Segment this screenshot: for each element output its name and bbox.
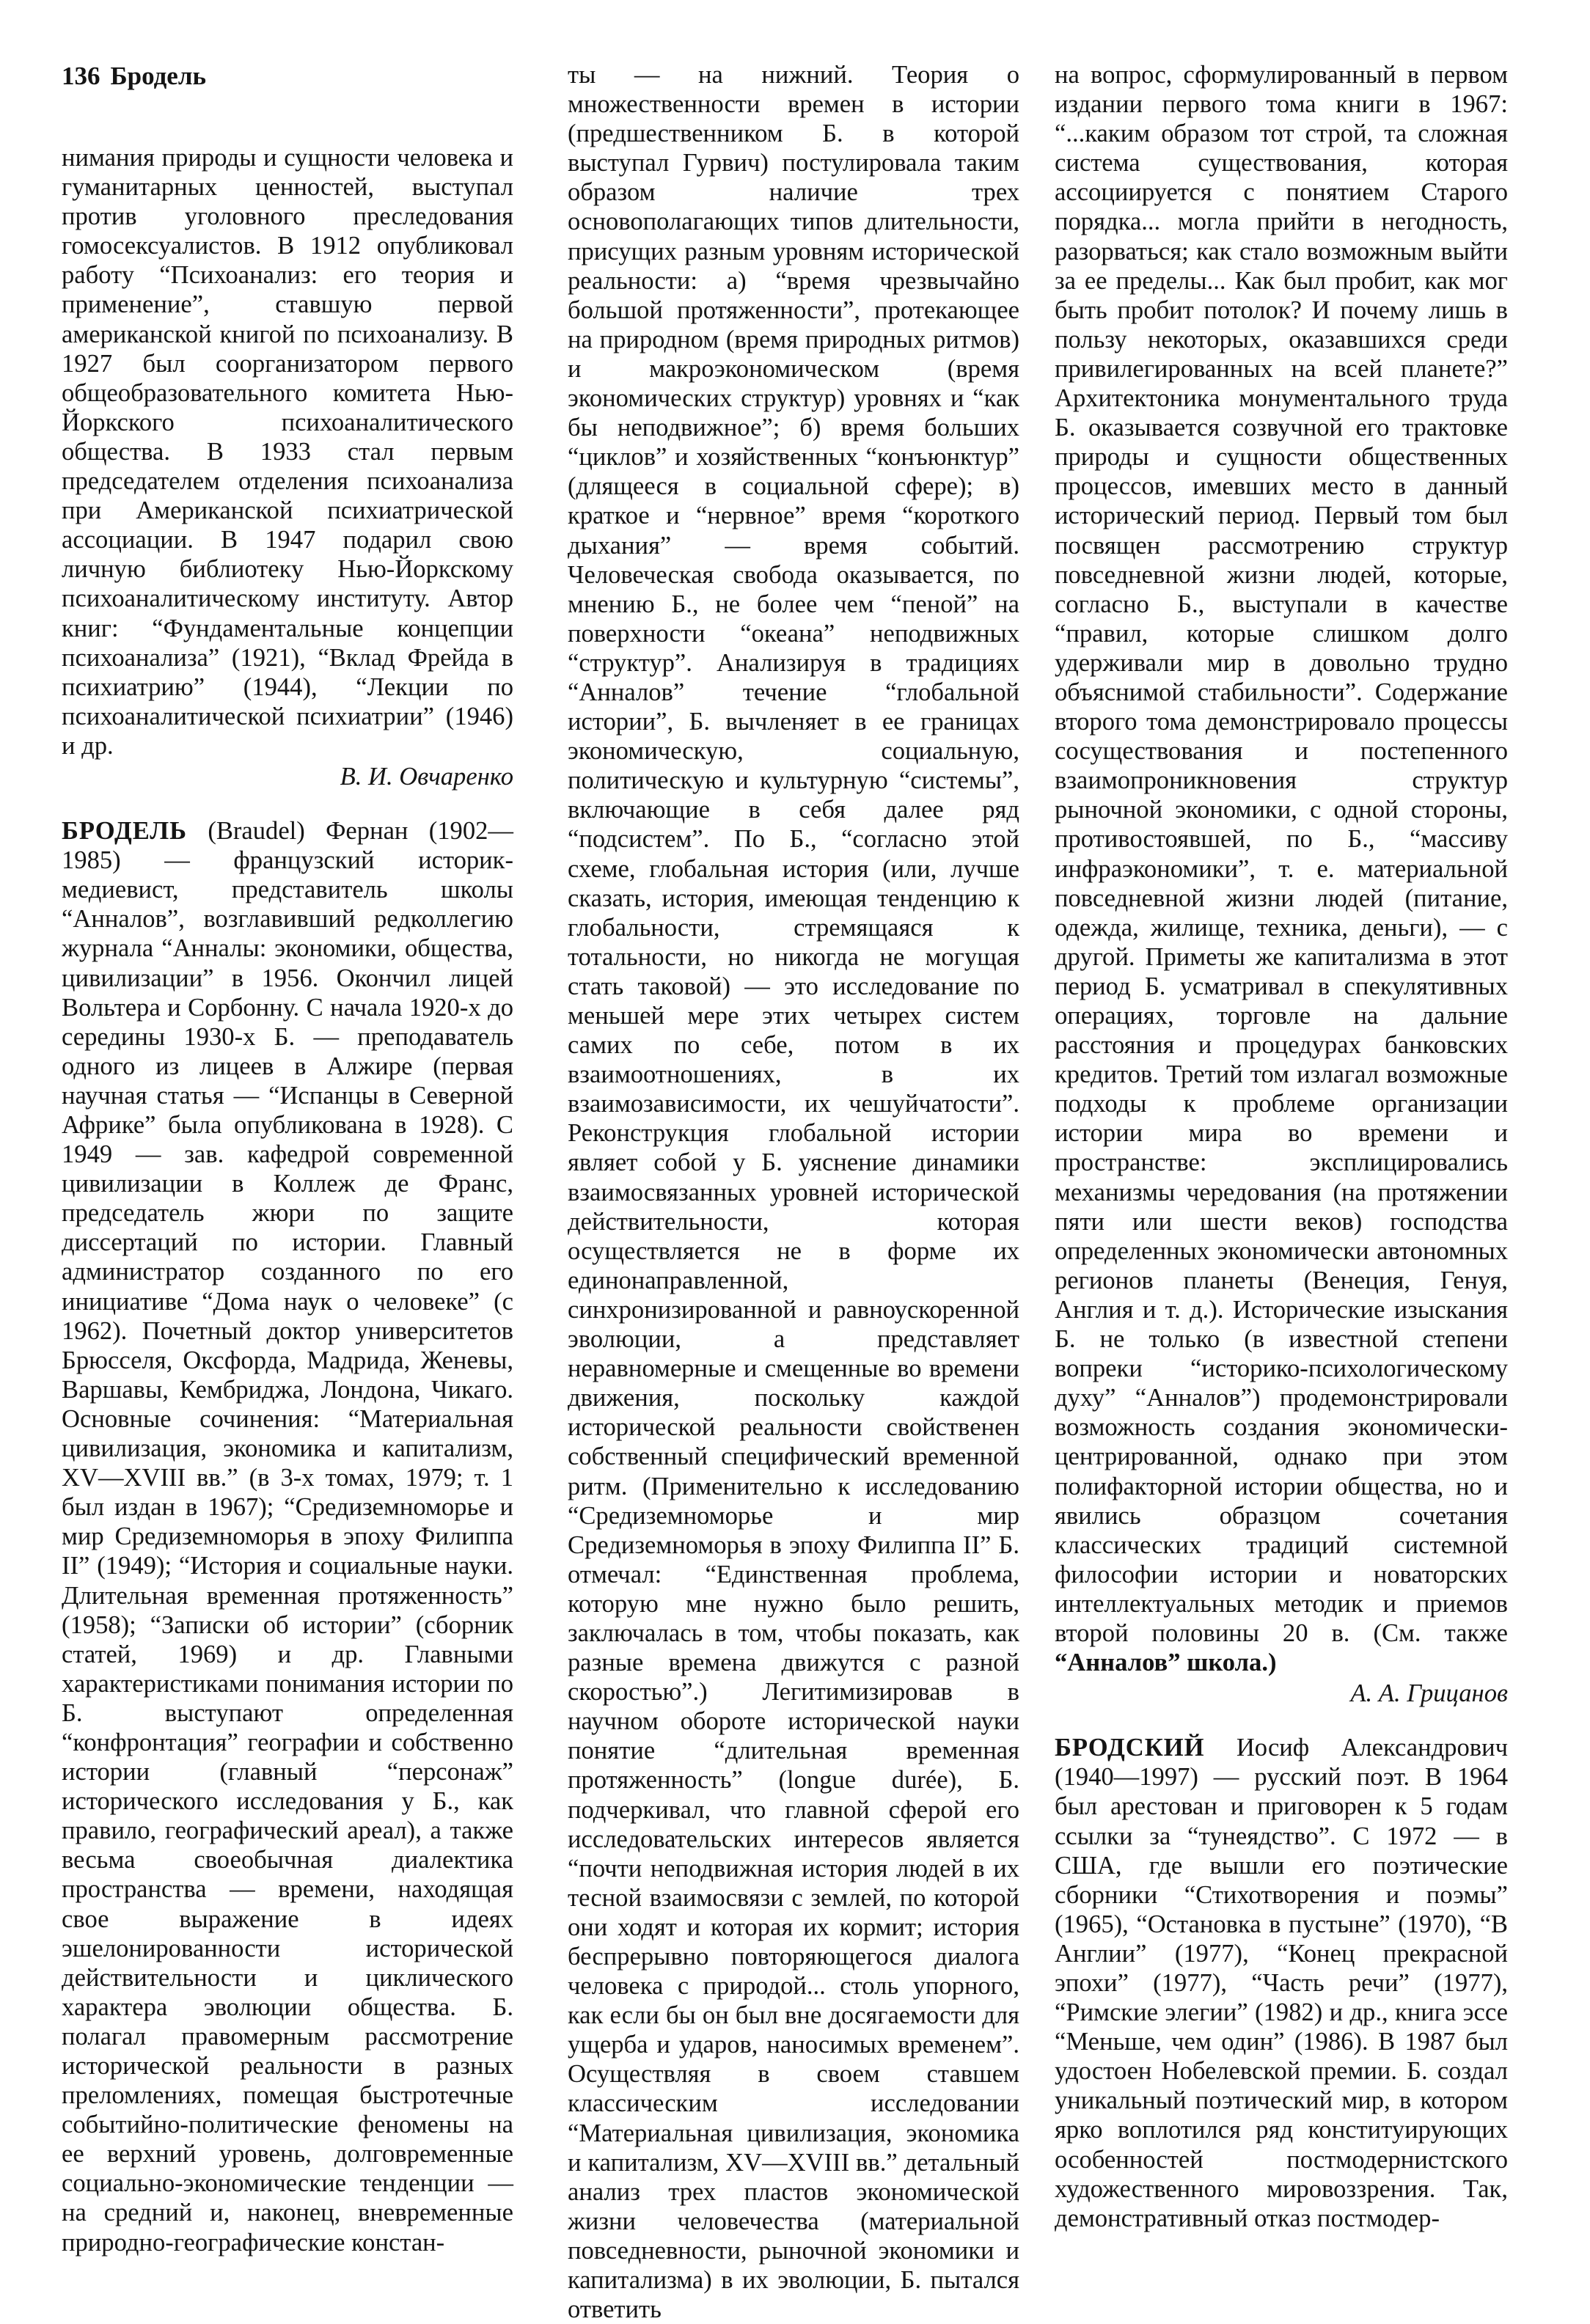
running-head	[62, 62, 206, 91]
entry-braudel	[62, 816, 513, 2257]
column-3	[1055, 60, 1508, 2233]
paragraph: нимания природы и сущности человека и гуманитарных ценностей, выступал против уголовного преследования гомосексуалистов. В 1912 опубликовал работу “Психоанализ: его теория и применение”, ставшую первой американской книгой по психоанализу. В 1927 был соорганизатором первого общеобразовательного комитета Нью-Йоркского психоаналитического общества. В 1933 стал первым председателем отделения психоанализа при Американской психиатрической ассоциации. В 1947 подарил свою личную библиотеку Нью-Йоркскому психоаналитическому институту. Автор книг: “Фундаментальные концепции психоанализа” (1921), “Вклад Фрейда в психиатрию” (1944), “Лекции по психоаналитической психиатрии” (1946) и др.	[62, 144, 513, 760]
column-1	[62, 143, 513, 2257]
paragraph: ты — на нижний. Теория о множественности времен в истории (предшественником Б. в которой выступал Гурвич) постулировала таким образом наличие трех основополагающих типов длительности, присущих разным уровням исторической реальности: а) “время чрезвычайно большой протяженности”, протекающее на природном (время природных ритмов) и макроэкономическом (время экономических структур) уровнях и “как бы неподвижное”; б) время больших “циклов” и хозяйственных “конъюнктур” (длящееся в социальной сфере); в) краткое и “нервное” время “короткого дыхания” — время событий. Человеческая свобода оказывается, по мнению Б., не более чем “пеной” на поверхности “океана” неподвижных “структур”. Анализируя в традициях “Анналов” течение “глобальной истории”, Б. вычленяет в ее границах экономическую, социальную, политическую и культурную “системы”, включающие в себя далее ряд “подсистем”. По Б., “согласно этой схеме, глобальная история (или, лучше сказать, история, имеющая тенденцию к глобальности, стремящаяся к тотальности, но никогда не могущая стать таковой) — это исследование по меньшей мере этих четырех систем самих по себе, потом в их взаимоотношениях, в их взаимозависимости, их чешуйчатости”. Реконструкция глобальной истории являет собой у Б. уяснение динамики взаимосвязанных уровней исторической действительности, которая осуществляется не в форме их единонаправленной, синхронизированной и равноускоренной эволюции, а представляет неравномерные и смещенные во времени движения, поскольку каждой исторической реальности свойственен собственный специфический временной ритм. (Применительно к исследованию “Средиземноморье и мир Средиземноморья в эпоху Филиппа II” Б. отмечал: “Единственная проблема, которую мне нужно было решить, заключалась в том, чтобы показать, как разные времена движутся с разной скоростью”.) Легитимизировав в научном обороте исторической науки понятие “длительная временная протяженность” (longue durée), Б. подчеркивал, что главной сферой его исследовательских интересов является “почти неподвижная история людей в их тесной взаимосвязи с землей, по которой они ходят и которая их кормит; история беспрерывно повторяющегося диалога человека с природой... столь упорного, как если бы он был вне досягаемости для ущерба и ударов, наносимых временем”. Осуществляя в своем ставшем классическим исследовании “Материальная цивилизация, экономика и капитализм, XV—XVIII вв.” детальный анализ трех пластов экономической жизни человечества (материальной повседневности, рыночной экономики и капитализма) в их эволюции, Б. пытался ответить	[568, 61, 1019, 2324]
entry-headword: БРОДЕЛЬ	[62, 817, 187, 846]
paragraph	[1055, 60, 1508, 1677]
article-author: В. И. Овчаренко	[340, 762, 513, 791]
entry-headword: БРОДСКИЙ	[1055, 1734, 1205, 1762]
running-title: Бродель	[110, 62, 206, 90]
entry-text: Иосиф Александрович (1940—1997) — русский поэт. В 1964 был арестован и приговорен к 5 годам ссылки за “тунеядство”. С 1972 — в США, где вышли его поэтические сборники “Стихотворения и поэмы” (1965), “Остановка в пустыне” (1970), “В Англии” (1977), “Конец прекрасной эпохи” (1977), “Часть речи” (1977), “Римские элегии” (1982) и др., книга эссе “Меньше, чем один” (1986). В 1987 был удостоен Нобелевской премии. Б. создал уникальный поэтический мир, в котором ярко воплотился ряд конституирующих особенностей постмодернистского художественного мировоззрения. Так, демонстративный отказ постмодер-	[1055, 1734, 1508, 2232]
paragraph-text: на вопрос, сформулированный в первом издании первого тома книги в 1967: “...каким образом тот строй, та сложная система существования, которая ассоциируется с понятием Старого порядка... могла прийти в негодность, разорваться; как стало возможным выйти за ее пределы... Как был пробит, как мог быть пробит потолок? И почему лишь в пользу некоторых, оказавшихся среди привилегированных на всей планете?” Архитектоника монументального труда Б. оказывается созвучной его трактовке природы и сущности общественных процессов, имевших место в данный исторический период. Первый том был посвящен рассмотрению структур повседневной жизни людей, которые, согласно Б., выступали в качестве “правил, которые слишком долго удерживали мир в довольно трудно объяснимой стабильности”. Содержание второго тома демонстрировало процессы сосуществования и постепенного взаимопроникновения структур рыночной экономики, с одной стороны, противостоявшей, по Б., “массиву инфраэкономики”, т. е. материальной повседневной жизни людей (питание, одежда, жилище, техника, деньги), — с другой. Приметы же капитализма в этот период Б. усматривал в спекулятивных операциях, торговле на дальние расстояния и процедурах банковских кредитов. Третий том излагал возможные подходы к проблеме организации истории мира во времени и пространстве: эксплицировались механизмы чередования (на протяжении пяти или шести веков) господства определенных экономически автономных регионов планеты (Венеция, Генуя, Англия и т. д.). Исторические изыскания Б. не только (в известной степени вопреки “историко-психологическому духу” “Анналов”) продемонстрировали возможность создания экономически-центрированной, однако при этом полифакторной истории общества, но и явились образцом сочетания классических традиций системной философии истории и новаторских интеллектуальных методик и приемов второй половины 20 в. (См. также	[1055, 61, 1508, 1647]
entry-text: (Braudel) Фернан (1902—1985) — французский историк-медиевист, представитель школы “Анналов”, возглавивший редколлегию журнала “Анналы: экономики, общества, цивилизации” в 1956. Окончил лицей Вольтера и Сорбонну. С начала 1920-х до середины 1930-х Б. — преподаватель одного из лицеев в Алжире (первая научная статья — “Испанцы в Северной Африке” была опубликована в 1928). С 1949 — зав. кафедрой современной цивилизации в Коллеж де Франс, председатель жюри по защите диссертаций по истории. Главный администратор созданного по его инициативе “Дома наук о человеке” (с 1962). Почетный доктор университетов Брюсселя, Оксфорда, Мадрида, Женевы, Варшавы, Кембриджа, Лондона, Чикаго. Основные сочинения: “Материальная цивилизация, экономика и капитализм, XV—XVIII вв.” (в 3-х томах, 1979; т. 1 был издан в 1967); “Средиземноморье и мир Средиземноморья в эпоху Филиппа II” (1949); “История и социальные науки. Длительная временная протяженность” (1958); “Записки об истории” (сборник статей, 1969) и др. Главными характеристиками понимания истории по Б. выступают определенная “конфронтация” географии и собственно истории (главный “персонаж” исторического исследования у Б., как правило, географический ареал), а также весьма своеобычная диалектика пространства — времени, находящая свое выражение в идеях эшелонированности исторической действительности и циклического характера эволюции общества. Б. полагал правомерным рассмотрение исторической реальности в разных преломлениях, помещая быстротечные событийно-политические феномены на ее верхний уровень, долговременные социально-экономические тенденции — на средний и, наконец, вневременные природно-географические констан-	[62, 817, 513, 2257]
cross-reference: “Анналов” школа.)	[1055, 1649, 1277, 1677]
entry-brodsky	[1055, 1733, 1508, 2233]
article-author: А. А. Грицанов	[1350, 1679, 1508, 1708]
page-number: 136	[62, 62, 100, 90]
column-2	[568, 60, 1019, 2324]
